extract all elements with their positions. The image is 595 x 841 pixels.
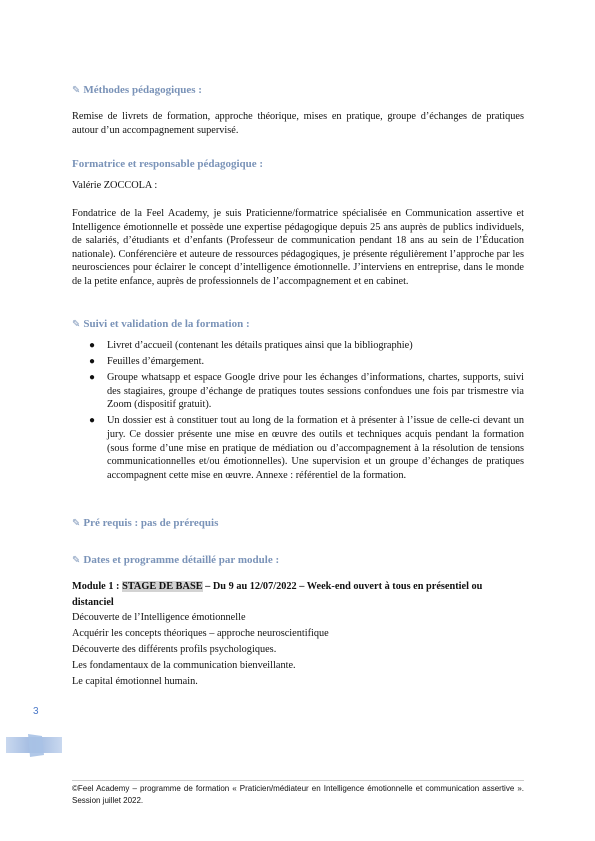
suivi-list [72,339,524,485]
tag-icon: ✎ [72,555,81,566]
section-heading-formatrice: Formatrice et responsable pédagogique : [72,158,264,170]
footer-divider [72,780,524,781]
module-1-title: Module 1 : STAGE DE BASE – Du 9 au 12/07/2022 – Week-end ouvert à tous en présentiel ou distanciel [72,581,483,608]
decorative-banner-icon [6,733,62,757]
page-footer: ©Feel Academy – programme de formation « Praticien/médiateur en Intelligence émotionnelle et communication assertive ». Session juillet 2022. [72,784,524,805]
section-heading-dates: ✎ Dates et programme détaillé par module : [72,554,280,566]
list-item: ● Un dossier est à constituer tout au long de la formation et à présenter à l’issue de celle-ci devant un jury. Ce dossier présente une mise en œuvre des outils et techniques acquis pendant la formation (sous forme d’une mise en pratique de médiation ou d’accompagnement à la résolution de tensions communicationnelles et/ou émotionnelles). Une supervision et un groupe d’échanges de pratiques accompagnent cette mise en œuvre. Annexe : référentiel de la formation. [89,415,524,481]
list-item: ● Livret d’accueil (contenant les détails pratiques ainsi que la bibliographie) [89,340,413,351]
section-heading-suivi: ✎ Suivi et validation de la formation : [72,318,250,330]
bullet-icon: ● [89,415,96,427]
module-1-line: Le capital émotionnel humain. [72,676,198,687]
module-1-line: Découverte des différents profils psychologiques. [72,644,277,655]
list-item: ● Groupe whatsapp et espace Google drive pour les échanges d’informations, chartes, supports, suivi des stagiaires, groupe d’échange de pratiques toutes sessions confondues une fois par trismestre via Zoom (dispositif gratuit). [89,372,524,411]
module-1-line: Découverte de l’Intelligence émotionnelle [72,612,246,623]
section-heading-methodes: ✎ Méthodes pédagogiques : [72,84,202,96]
bullet-icon: ● [89,356,96,368]
formatrice-bio: Fondatrice de la Feel Academy, je suis Praticienne/formatrice spécialisée en Communication assertive et Intelligence émotionnelle et possède une expertise pédagogique depuis 25 ans auprès de publics individuels, de salariés, d’étudiants et d’enfants (Professeur de communication pendant 18 ans au sein de l’Éducation nationale). Conférencière et auteure de ressources pédagogiques, je présente régulièrement l’approche par les neurosciences pour éclairer le concept d’intelligence émotionnelle. J’interviens en entreprise, dans le monde de la petite enfance, auprès de professionnels de l’accompagnement et en cabinet. [72,208,524,287]
bullet-icon: ● [89,340,96,351]
section-heading-prerequis: ✎ Pré requis : pas de prérequis [72,517,219,529]
list-item: ● Feuilles d’émargement. [89,356,205,368]
tag-icon: ✎ [72,85,81,96]
methodes-text: Remise de livrets de formation, approche théorique, mises en pratique, groupe d’échanges de pratiques autour d’un accompagnement supervisé. [72,111,524,136]
tag-icon: ✎ [72,319,81,330]
module-1-line: Les fondamentaux de la communication bienveillante. [72,660,296,671]
tag-icon: ✎ [72,518,81,529]
formatrice-name: Valérie ZOCCOLA : [72,180,158,191]
module-1-line: Acquérir les concepts théoriques – approche neuroscientifique [72,628,329,639]
page-number: 3 [33,706,39,717]
module-1-highlight: STAGE DE BASE [122,581,203,592]
bullet-icon: ● [89,372,96,384]
